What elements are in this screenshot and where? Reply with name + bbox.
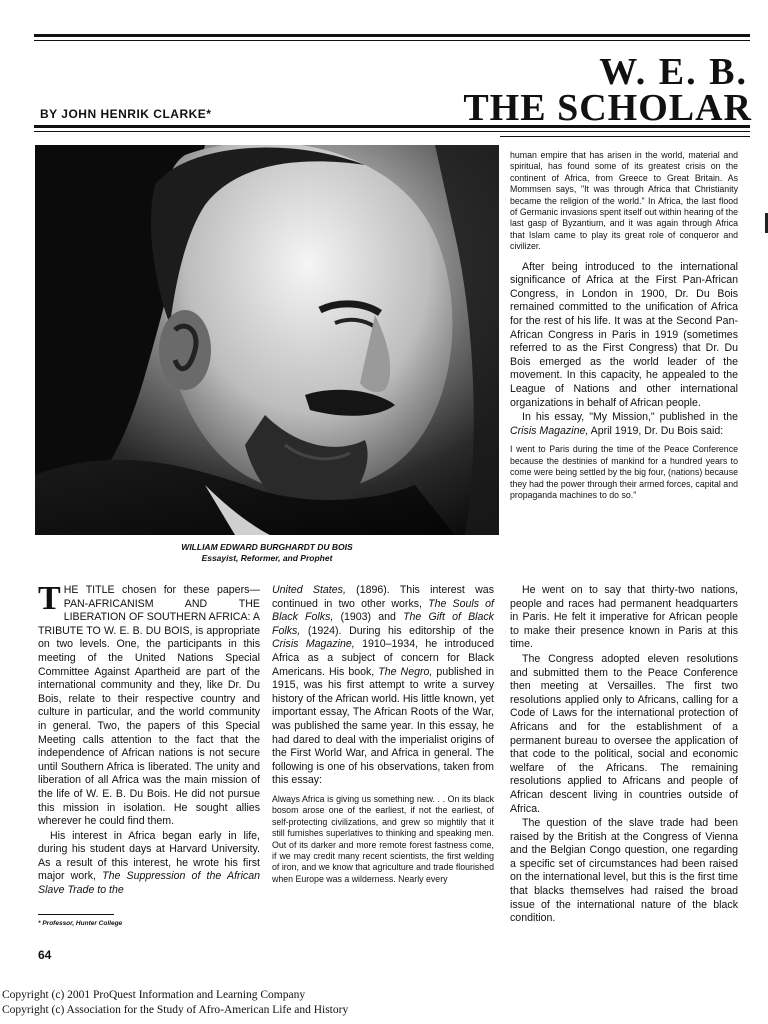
column-2 bbox=[272, 584, 494, 885]
byline: BY JOHN HENRIK CLARKE* bbox=[40, 107, 212, 121]
book-title: The Gift of Black Folks, bbox=[272, 611, 494, 637]
magazine-title: Crisis Magazine, bbox=[510, 424, 589, 437]
paragraph bbox=[510, 411, 738, 438]
column-3-top bbox=[510, 150, 738, 501]
header-rule-thin bbox=[34, 131, 750, 132]
paragraph: After being introduced to the international significance of Africa at the First Pan-African Congress, in London in 1900, Dr. Du Bois remained committed to the unification of Africa for the rest of his life. It was at the Second Pan-African Congress in Paris in 1919 (sometimes referred to as the First Congress) that Dr. Du Bois emerged as the world leader of the movement. In this capacity, he appealed to the League of Nations and other international organizations in behalf of African people. bbox=[510, 260, 738, 409]
copyright-notice bbox=[2, 988, 348, 1017]
photo-caption bbox=[35, 542, 499, 564]
book-title: The Suppression of the African Slave Trade to the bbox=[38, 870, 261, 897]
copyright-line-2: Copyright (c) Association for the Study of Afro-American Life and History bbox=[2, 1003, 349, 1016]
paragraph-text: In his essay, "My Mission," published in the bbox=[522, 411, 738, 424]
paragraph: The question of the slave trade had been raised by the British at the Congress of Vienna and the Belgian Congo question, one regarding a specific set of circumstances had been raised on the international level, but this is the first time that blacks themselves had raised the broad issue of the international nature of the black condition. bbox=[510, 817, 738, 925]
paragraph: The Congress adopted eleven resolutions and submitted them to the Peace Conference then meeting at Versailles. The first two resolutions applied only to Africans, calling for a Code of Laws for the international protection of Africans and for the establishment of a permanent bureau to oversee the application of that code to the political, social and economic welfare of the Africans. The remaining resolutions applied to Africans and people of African descent living in countries outside of Africa. bbox=[510, 652, 738, 815]
caption-description: Essayist, Reformer, and Prophet bbox=[201, 553, 333, 563]
article-title-line-2: THE SCHOLAR bbox=[463, 87, 752, 129]
block-quote-continued: human empire that has arisen in the world, material and spiritual, has found some of its greatest crisis on the continent of Africa, from Greece to Great Britain. As Mommsen says, "It was through Africa that Christianity became the religion of the world." In Africa, the last flood of Germanic invasions spent itself out within hearing of the last gasp of Byzantium, and it was again through Africa that Islam came to play its great role of conqueror and civilizer. bbox=[510, 150, 738, 252]
top-rule-thick bbox=[34, 34, 750, 37]
paragraph bbox=[38, 580, 260, 829]
dropcap: T bbox=[38, 580, 61, 617]
header-rule-bottom bbox=[500, 136, 750, 137]
top-rule-thin bbox=[34, 40, 750, 41]
footnote: * Professor, Hunter College bbox=[38, 920, 123, 927]
paragraph: He went on to say that thirty-two nations, people and races had permanent headquarters in Paris. He felt it imperative for African people to make their presence known in Paris at this time. bbox=[510, 584, 738, 651]
footnote-divider bbox=[38, 914, 114, 915]
paragraph-text: (1924). During his editorship of the bbox=[300, 624, 494, 637]
book-title: The Souls of Black Folks, bbox=[272, 597, 494, 624]
column-3-bottom bbox=[510, 584, 738, 926]
caption-name: WILLIAM EDWARD BURGHARDT DU BOIS bbox=[181, 542, 353, 552]
book-title: United States, bbox=[272, 584, 346, 596]
portrait-illustration bbox=[35, 145, 499, 535]
book-title: The Negro, bbox=[378, 665, 433, 678]
paragraph-text: April 1919, Dr. Du Bois said: bbox=[588, 424, 724, 437]
paragraph-text: (1896). This interest was continued in two other works, bbox=[272, 584, 494, 610]
paragraph-text: HE TITLE chosen for these papers—PAN-AFRICANISM AND THE LIBERATION OF SOUTHERN AFRICA: A TRIBUTE TO W. E. B. DU BOIS, is appropriate on two levels. One, the participants in this meeting of the United Nations Special Committee Against Apartheid are part of the international community and they, like Dr. Du Bois, relate to their respective country and culture in particular, and the world community in general. Two, the papers of this Special Meeting calls attention to the fact that the independence of African nations is not secure until Southern Africa is liberated. The unity and liberation of all Africa was the main mission of the life of W. E. B. Du Bois. He did not pursue this mission in isolation. He sought allies wherever he could find them. bbox=[38, 584, 260, 828]
portrait-photo bbox=[35, 145, 499, 535]
paragraph-text: (1903) and bbox=[333, 611, 404, 624]
paragraph bbox=[272, 584, 494, 788]
block-quote: I went to Paris during the time of the Peace Conference because the destinies of mankind for a hundred years to come were being settled by the big four, (nations) because they had the power through their armed forces, capital and propaganda machines to do so." bbox=[510, 444, 738, 500]
paragraph bbox=[38, 830, 260, 898]
copyright-line-1: Copyright (c) 2001 ProQuest Information and Learning Company bbox=[2, 989, 306, 1001]
page-number: 64 bbox=[38, 948, 52, 962]
magazine-title: Crisis Magazine, bbox=[272, 638, 355, 651]
block-quote: Always Africa is giving us something new. . . On its black bosom arose one of the earliest, if not the earliest, of self-protecting civilizations, and grew so mightily that it still furnishes superlatives to thinking and speaking men. Out of its darker and more remote forest fastness come, if we may credit many recent scientists, the first welding of iron, and we know that agriculture and trade flourished when Europe was a wilderness. Nearly every bbox=[272, 793, 494, 884]
paragraph-text: 1910–1934, he introduced Africa as a subject of concern for Black Americans. His book, bbox=[272, 638, 494, 678]
paragraph-text: published in 1915, was his first attempt to write a survey history of the African world. His little known, yet important essay, The African Roots of the War, was published the same year. In this essay, he had dared to deal with the imperialist origins of the First World War, and Africa in general. The following is one of his observations, taken from this essay: bbox=[272, 665, 494, 787]
column-1 bbox=[38, 580, 261, 898]
paragraph-text: His interest in Africa began early in life, during his student days at Harvard University. As a result of this interest, he wrote his first major work, bbox=[38, 829, 260, 883]
article-title-line-1: W. E. B. bbox=[599, 51, 748, 93]
